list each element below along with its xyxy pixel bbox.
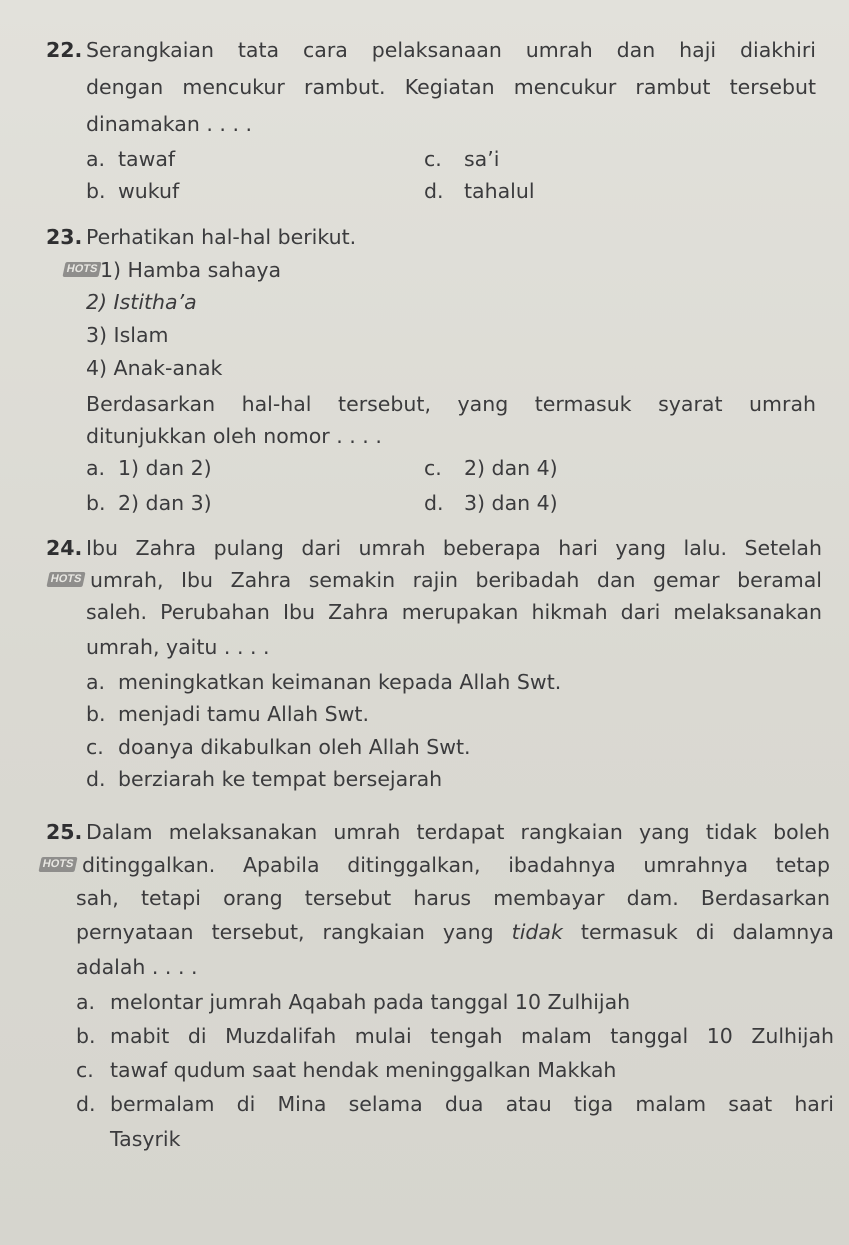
option-text: melontar jumrah Aqabah pada tanggal 10 Zulhijah (110, 990, 631, 1014)
option-text: tawaf qudum saat hendak meninggalkan Makkah (110, 1058, 617, 1082)
list-item: 4) Anak-anak (86, 356, 223, 380)
question-text-line: Ibu Zahra pulang dari umrah beberapa hari yang lalu. Setelah (86, 536, 822, 560)
question-text-line: dengan mencukur rambut. Kegiatan mencukur rambut tersebut (86, 75, 816, 99)
question-number: 23. (46, 225, 83, 249)
question-text-line: adalah . . . . (76, 955, 198, 979)
question-text-line: umrah, Ibu Zahra semakin rajin beribadah dan gemar beramal (90, 568, 822, 592)
question-text-line: pernyataan tersebut, rangkaian yang tidak termasuk di dalamnya (76, 920, 834, 944)
question-text-line: Berdasarkan hal-hal tersebut, yang termasuk syarat umrah (86, 392, 816, 416)
option-text: sa’i (464, 147, 500, 171)
question-text-line: sah, tetapi orang tersebut harus membayar dam. Berdasarkan (76, 886, 830, 910)
question-text-line: dinamakan . . . . (86, 112, 252, 136)
option-text: tahalul (464, 179, 535, 203)
option-letter: d. (86, 767, 106, 791)
option-text: 2) dan 3) (118, 491, 212, 515)
option-letter: c. (86, 735, 104, 759)
question-number: 22. (46, 38, 83, 62)
option-letter: d. (424, 491, 444, 515)
option-text-continuation: Tasyrik (110, 1127, 181, 1151)
option-letter: b. (86, 491, 106, 515)
option-text: wukuf (118, 179, 180, 203)
option-letter: b. (86, 179, 106, 203)
question-number: 25. (46, 820, 83, 844)
question-text-line: saleh. Perubahan Ibu Zahra merupakan hikmah dari melaksanakan (86, 600, 822, 624)
option-text: 1) dan 2) (118, 456, 212, 480)
option-text: bermalam di Mina selama dua atau tiga malam saat hari (110, 1092, 834, 1116)
option-letter: d. (76, 1092, 96, 1116)
option-text: berziarah ke tempat bersejarah (118, 767, 443, 791)
list-item: 3) Islam (86, 323, 169, 347)
question-text-line: Perhatikan hal-hal berikut. (86, 225, 357, 249)
option-letter: b. (86, 702, 106, 726)
option-text: menjadi tamu Allah Swt. (118, 702, 369, 726)
option-letter: c. (76, 1058, 94, 1082)
option-letter: a. (86, 456, 106, 480)
option-letter: d. (424, 179, 444, 203)
question-number: 24. (46, 536, 83, 560)
hots-badge: HOTS (46, 572, 85, 587)
option-letter: a. (86, 147, 106, 171)
option-letter: a. (86, 670, 106, 694)
question-text-line: Serangkaian tata cara pelaksanaan umrah dan haji diakhiri (86, 38, 816, 62)
option-text: doanya dikabulkan oleh Allah Swt. (118, 735, 471, 759)
option-text: mabit di Muzdalifah mulai tengah malam tanggal 10 Zulhijah (110, 1024, 834, 1048)
option-text: 2) dan 4) (464, 456, 558, 480)
option-letter: c. (424, 456, 442, 480)
option-letter: b. (76, 1024, 96, 1048)
question-text-line: ditunjukkan oleh nomor . . . . (86, 424, 382, 448)
question-text-line: umrah, yaitu . . . . (86, 635, 270, 659)
option-letter: a. (76, 990, 96, 1014)
option-letter: c. (424, 147, 442, 171)
hots-badge: HOTS (62, 262, 101, 277)
question-text-line: Dalam melaksanakan umrah terdapat rangkaian yang tidak boleh (86, 820, 830, 844)
list-item: 2) Istitha’a (86, 290, 197, 314)
question-text-line: ditinggalkan. Apabila ditinggalkan, ibadahnya umrahnya tetap (82, 853, 830, 877)
option-text: tawaf (118, 147, 176, 171)
list-item: 1) Hamba sahaya (100, 258, 282, 282)
hots-badge: HOTS (38, 857, 77, 872)
option-text: meningkatkan keimanan kepada Allah Swt. (118, 670, 562, 694)
option-text: 3) dan 4) (464, 491, 558, 515)
